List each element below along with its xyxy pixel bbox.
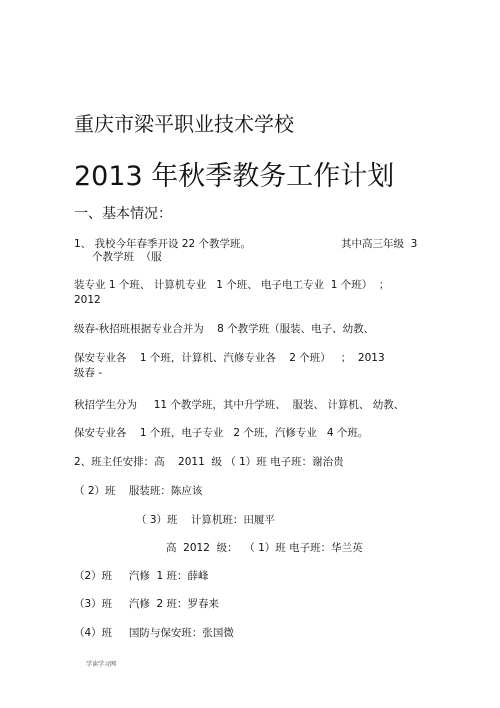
teacher-assignment-line-5: （2）班 汽修 1 班：薛峰	[74, 570, 209, 582]
paragraph-line-5: 秋招学生分为 11 个教学班，其中升学班、 服装、 计算机、 幼教、	[74, 399, 405, 411]
teacher-assignment-line-3: （ 3）班 计算机班：田履平	[136, 514, 275, 526]
teacher-assignment-line-6: （3）班 汽修 2 班：罗春来	[74, 598, 220, 610]
paragraph-line-1c: 个教学班 （服	[92, 251, 162, 263]
footer-watermark: 学读学习网	[86, 661, 117, 668]
plan-title: 2013 年秋季教务工作计划	[74, 161, 395, 192]
paragraph-line-2: 装专业 1 个班、 计算机专业 1 个班、 电子电工专业 1 个班） ；	[74, 279, 390, 291]
school-name: 重庆市梁平职业技术学校	[74, 112, 294, 136]
paragraph-line-2b: 2012	[74, 294, 101, 306]
teacher-assignment-line-4: 高 2012 级： （ 1）班 电子班：华兰英	[166, 542, 363, 554]
section-heading-basic-info: 一、基本情况：	[74, 206, 172, 222]
teacher-assignment-line-1: 2、班主任安排：高 2011 级 （ 1）班 电子班：谢治贵	[74, 456, 344, 468]
teacher-assignment-line-7: （4）班 国防与保安班：张国微	[74, 627, 234, 639]
paragraph-line-3: 级春-秋招班根据专业合并为 8 个教学班（服装、电子、幼教、	[74, 323, 375, 335]
paragraph-line-6: 保安专业各 1 个班，电子专业 2 个班，汽修专业 4 个班。	[74, 427, 369, 439]
paragraph-line-1b: 其中高三年级 3	[341, 238, 418, 250]
teacher-assignment-line-2: （ 2）班 服装班：陈应该	[74, 485, 203, 497]
paragraph-line-4b: 级春 -	[74, 367, 103, 379]
paragraph-line-4: 保安专业各 1 个班，计算机、汽修专业各 2 个班） ； 2013	[74, 352, 385, 364]
paragraph-line-1a: 1、 我校今年春季开设 22 个教学班。	[74, 238, 252, 250]
